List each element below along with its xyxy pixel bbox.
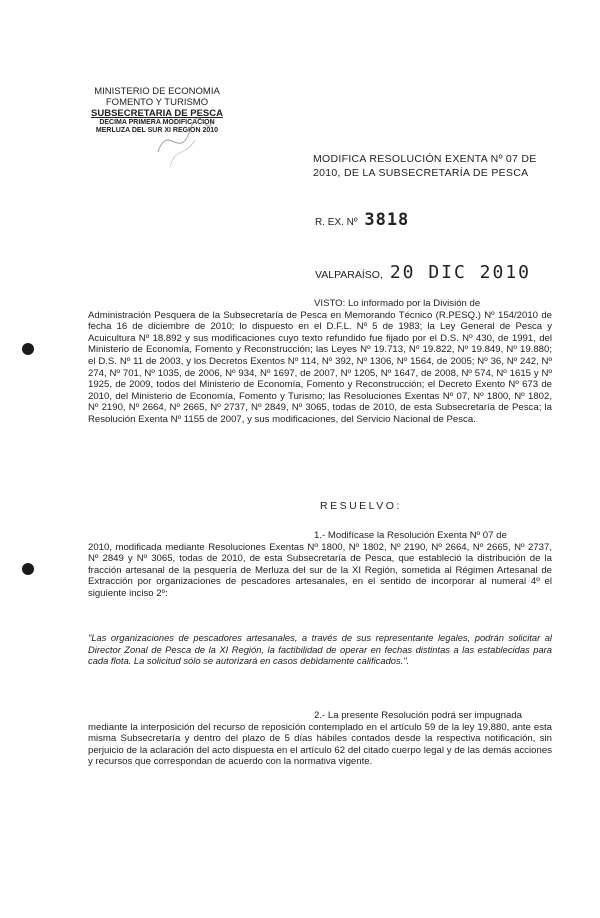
place-date (315, 262, 531, 283)
visto-first-text: Lo informado por la División de (347, 298, 481, 309)
visto-paragraph (88, 298, 552, 426)
punch-hole-top (22, 343, 34, 355)
header-line-fomento: FOMENTO Y TURISMO (105, 97, 209, 108)
resuelvo-heading: RESUELVO: (320, 500, 402, 512)
signature-stamp (150, 112, 220, 172)
date-stamp: 20 DIC 2010 (389, 262, 532, 283)
header-line-modificacion: DECIMA PRIMERA MODIFICACION (99, 119, 215, 126)
header-line-subsecretaria: SUBSECRETARIA DE PESCA (91, 108, 223, 119)
inserted-quote: "Las organizaciones de pescadores artesanales, a través de sus representante legales, podrán solicitar al Director Zonal de Pesca de la XI Región, la factibilidad de operar en fechas distintas a las establecidas para cada flota. La solicitud sólo se autorizará en casos debidamente calificados.". (88, 632, 552, 667)
article-2-first-line: 2.- La presente Resolución podrá ser impugnada (314, 710, 522, 721)
article-1 (88, 530, 552, 600)
article-1-first-line: 1.- Modifícase la Resolución Exenta Nº 07 de (314, 530, 507, 541)
punch-hole-bottom (22, 563, 34, 575)
rex-label: R. EX. Nº (315, 217, 358, 228)
place-city: VALPARAÍSO, (315, 269, 383, 281)
visto-first-line (88, 298, 552, 310)
visto-label: VISTO: (314, 298, 346, 309)
visto-body: Administración Pesquera de la Subsecretaría de Pesca en Memorando Técnico (R.PESQ.) Nº 154/2010 de fecha 16 de diciembre de 2010; lo dispuesto en el D.F.L. Nº 5 de 1983; la Ley General de Pesca y Acuicultura Nº 18.892 y sus modificaciones cuyo texto refundido fue fijado por el D.S. Nº 430, de 1991, del Ministerio de Economía, Fomento y Reconstrucción; las Leyes Nº 19.713, Nº 19.822, Nº 19.849, Nº 19.880; el D.S. Nº 11 de 2003, y los Decretos Exentos Nº 114, Nº 392, Nº 1306, Nº 1564, de 2005; Nº 36, Nº 242, Nº 274, Nº 701, Nº 1035, de 2006, Nº 934, Nº 1697, de 2007, Nº 1205, Nº 1647, de 2008, Nº 574, Nº 1615 y Nº 1925, de 2009, todos del Ministerio de Economía, Fomento y Reconstrucción; el Decreto Exento Nº 673 de 2010, del Ministerio de Economía, Fomento y Turismo; las Resoluciones Exentas Nº 07, Nº 1800, Nº 1802, Nº 2190, Nº 2664, Nº 2665, Nº 2737, Nº 2849, Nº 3065, todas de 2010, de esta Subsecretaría de Pesca; la Resolución Exenta Nº 1155 de 2007, y sus modificaciones, del Servicio Nacional de Pesca. (88, 309, 552, 425)
article-1-body: 2010, modificada mediante Resoluciones Exentas Nº 1800, Nº 1802, Nº 2190, Nº 2664, Nº 2665, Nº 2737, Nº 2849 y Nº 3065, todas de 2010, de esta Subsecretaría de Pesca, que estableció la distribución de la fracción artesanal de la pesquería de Merluza del sur de la XI Región, sometida al Régimen Artesanal de Extracción por organizaciones de pescadores artesanales, en el sentido de incorporar al numeral 4º el siguiente inciso 2º: (88, 541, 552, 599)
article-2-body: mediante la interposición del recurso de reposición contemplado en el artículo 59 de la ley 19.880, ante esta misma Subsecretaría y dentro del plazo de 5 días hábiles contados desde la respectiva notificación, sin perjuicio de la aclaración del acto dispuesta en el artículo 62 del citado cuerpo legal y de las demás acciones y recursos que correspondan de acuerdo con la normativa vigente. (88, 721, 552, 768)
article-2 (88, 710, 552, 768)
header-line-ministry: MINISTERIO DE ECONOMIA (94, 86, 220, 97)
resolution-number (315, 210, 409, 230)
rex-number: 3818 (364, 210, 410, 230)
header-line-merluza: MERLUZA DEL SUR XI REGION 2010 (95, 127, 219, 134)
document-title: MODIFICA RESOLUCIÓN EXENTA Nº 07 DE 2010, DE LA SUBSECRETARÍA DE PESCA (313, 153, 537, 179)
